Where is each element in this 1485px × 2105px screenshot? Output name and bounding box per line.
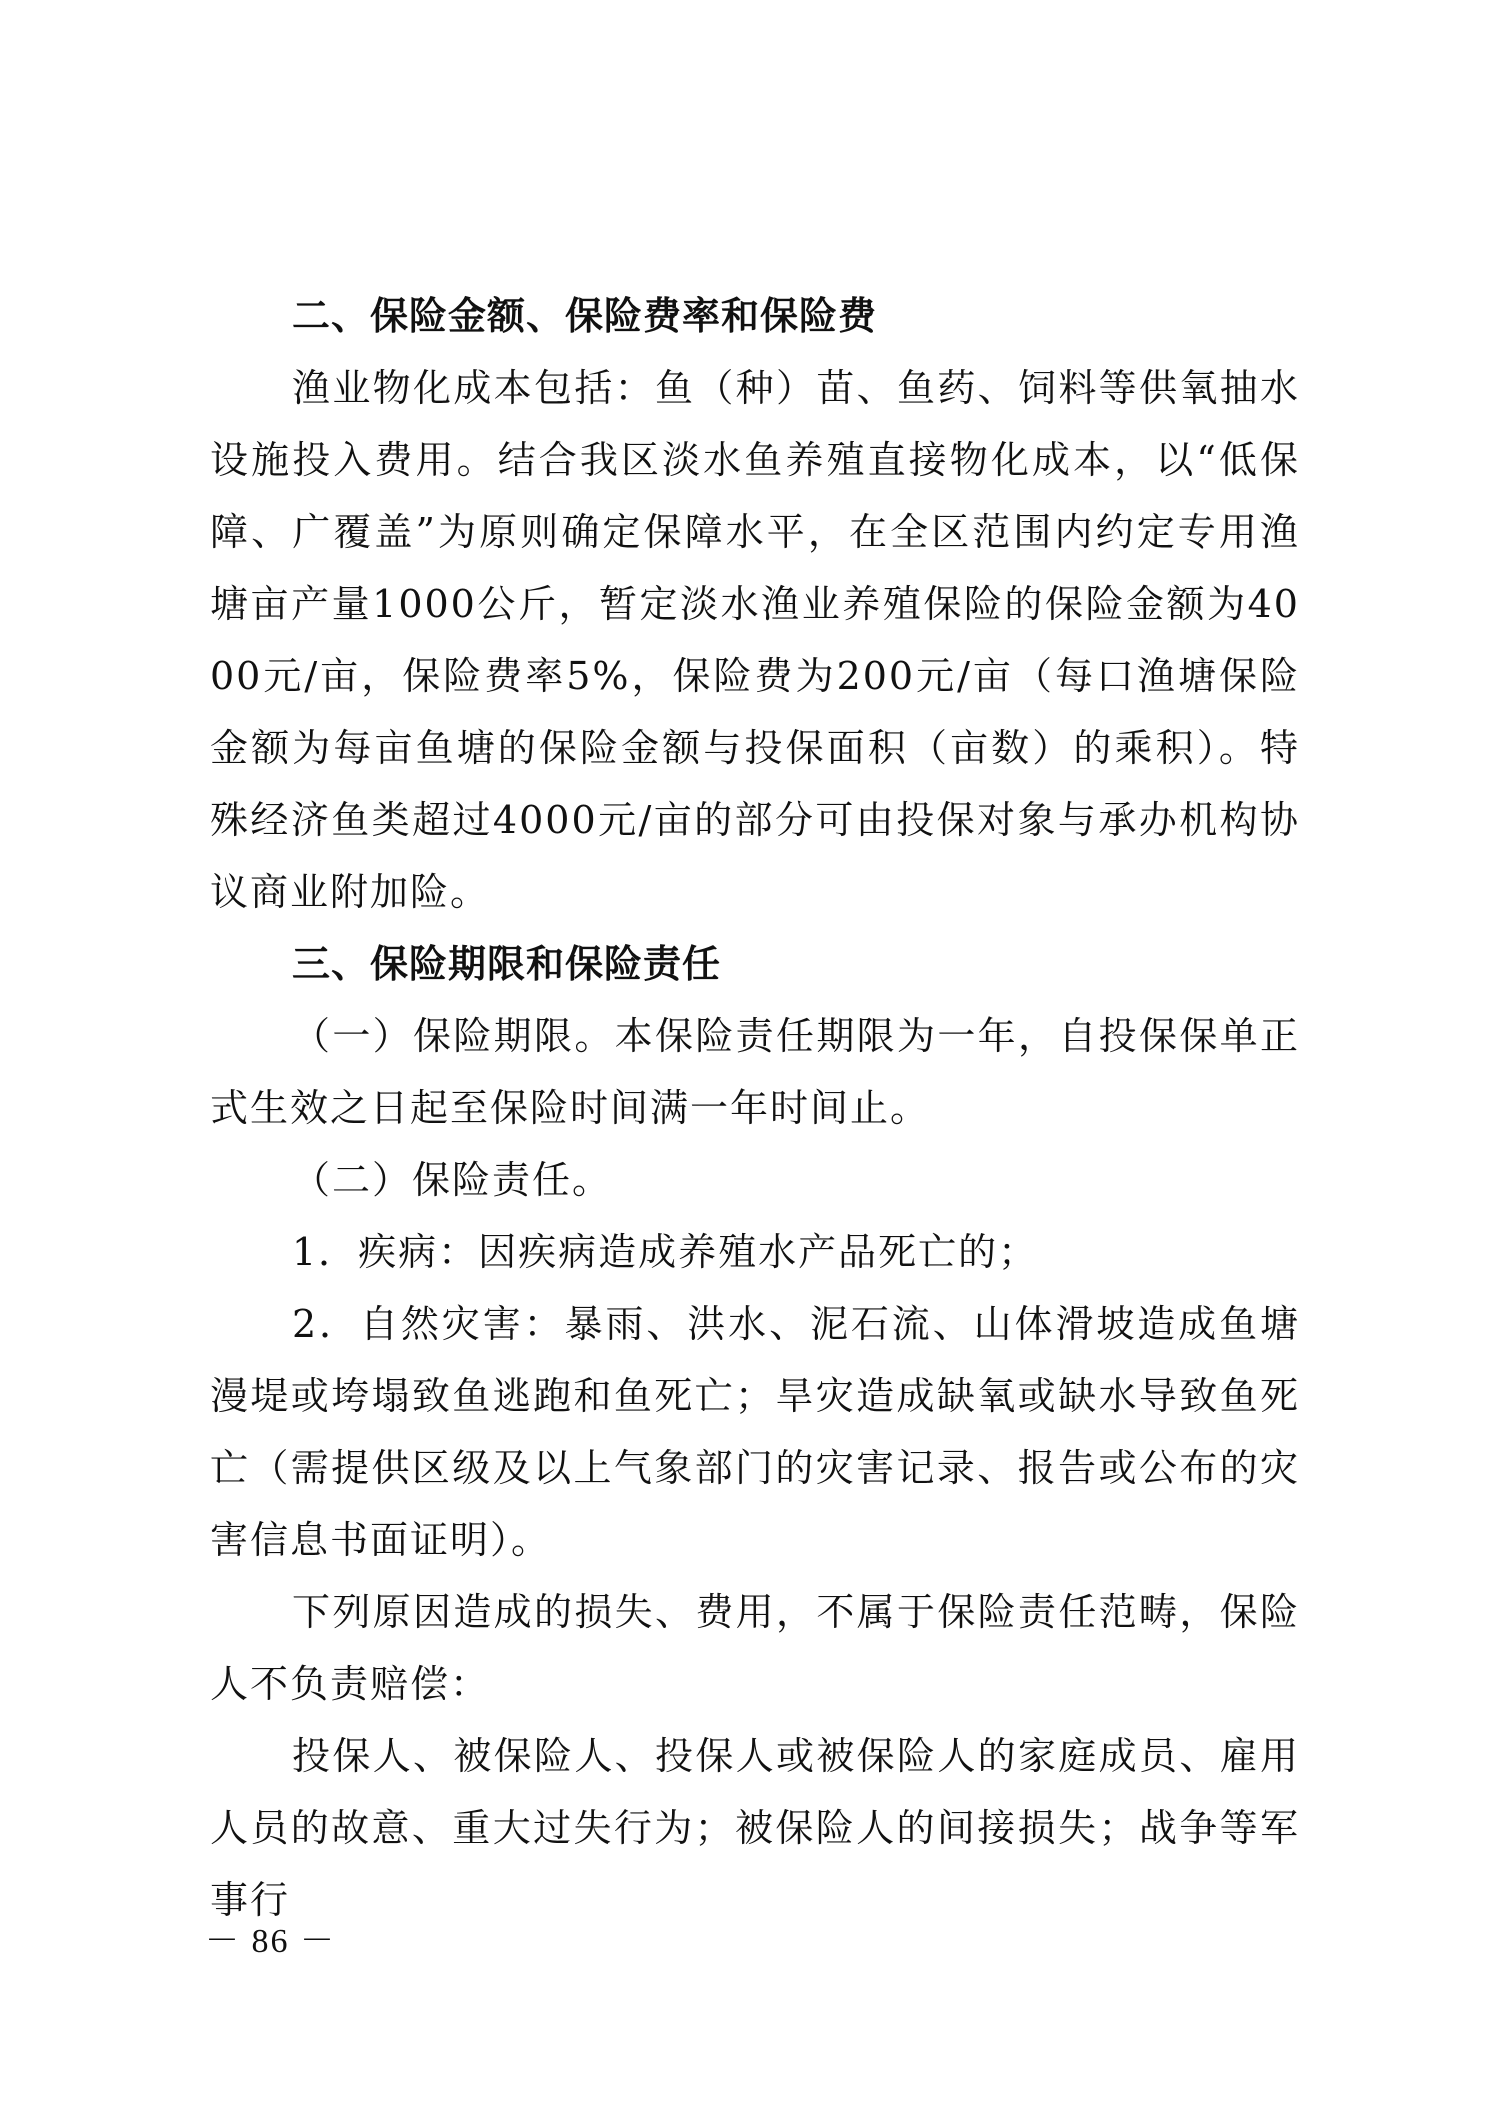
paragraph-natural-disaster: 2．自然灾害：暴雨、洪水、泥石流、山体滑坡造成鱼塘漫堤或垮塌致鱼逃跑和鱼死亡；旱灾造成缺氧或缺水导致鱼死亡（需提供区级及以上气象部门的灾害记录、报告或公布的灾害信息书面证明）。 xyxy=(210,1302,1300,1562)
paragraph-insurance-period: （一）保险期限。本保险责任期限为一年，自投保保单正式生效之日起至保险时间满一年时间止。 xyxy=(210,1014,1300,1130)
paragraph-material-cost: 渔业物化成本包括：鱼（种）苗、鱼药、饲料等供氧抽水设施投入费用。结合我区淡水鱼养殖直接物化成本，以“低保障、广覆盖”为原则确定保障水平，在全区范围内约定专用渔塘亩产量1000公斤，暂定淡水渔业养殖保险的保险金额为4000元/亩，保险费率5%，保险费为200元/亩（每口渔塘保险金额为每亩鱼塘的保险金额与投保面积（亩数）的乘积）。特殊经济鱼类超过4000元/亩的部分可由投保对象与承办机构协议商业附加险。 xyxy=(210,366,1300,914)
page-number: － 86 － xyxy=(205,1923,336,1960)
paragraph-disease: 1．疾病：因疾病造成养殖水产品死亡的； xyxy=(292,1230,1039,1274)
paragraph-insurance-liability: （二）保险责任。 xyxy=(292,1158,613,1202)
paragraph-exclusions-list: 投保人、被保险人、投保人或被保险人的家庭成员、雇用人员的故意、重大过失行为；被保险人的间接损失；战争等军事行 xyxy=(210,1734,1300,1922)
paragraph-exclusions-intro: 下列原因造成的损失、费用，不属于保险责任范畴，保险人不负责赔偿： xyxy=(210,1590,1300,1706)
section-heading-3: 三、保险期限和保险责任 xyxy=(292,942,722,986)
section-heading-2: 二、保险金额、保险费率和保险费 xyxy=(292,294,878,338)
document-body xyxy=(210,280,1300,1936)
